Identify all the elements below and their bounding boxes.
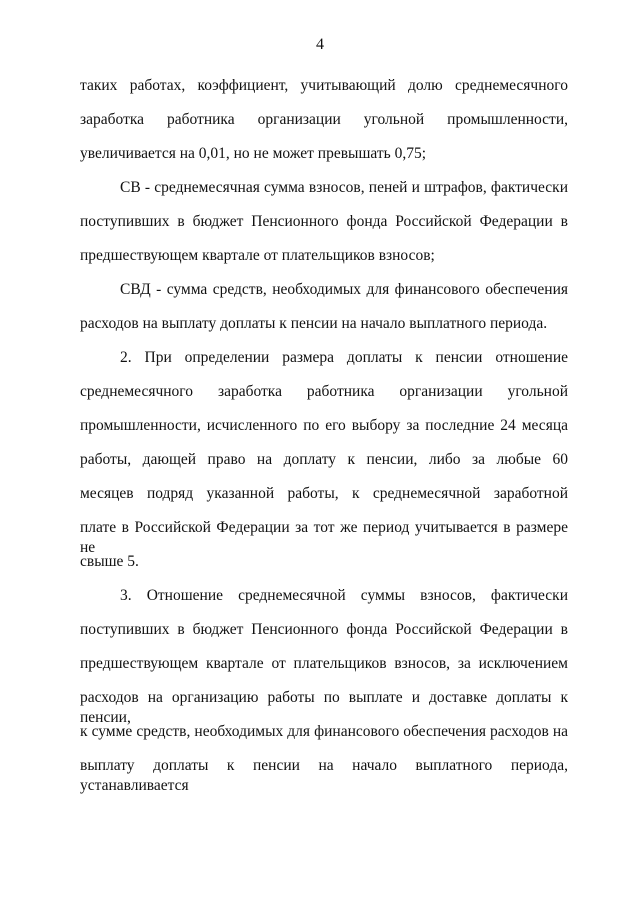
text-line: свыше 5. (80, 553, 139, 570)
paragraph-sv-definition (80, 178, 568, 280)
text-line: месяцев подряд указанной работы, к среднемесячной заработной (80, 485, 568, 502)
document-body (80, 76, 568, 794)
text-line: СВ - среднемесячная сумма взносов, пеней и штрафов, фактически (120, 179, 568, 196)
text-line: поступивших в бюджет Пенсионного фонда Российской Федерации в (80, 213, 568, 230)
text-line: заработка работника организации угольной промышленности, (80, 111, 568, 128)
text-line: увеличивается на 0,01, но не может превышать 0,75; (80, 145, 427, 162)
text-line: предшествующем квартале от плательщиков взносов, за исключением (80, 655, 568, 672)
paragraph-svd-definition (80, 280, 568, 348)
page-number: 4 (316, 36, 324, 53)
text-line: промышленности, исчисленного по его выбору за последние 24 месяца (80, 417, 568, 434)
paragraph-clause-2 (80, 348, 568, 586)
text-line: расходов на организацию работы по выплате и доставке доплаты к пенсии, (80, 689, 568, 726)
text-line: 3. Отношение среднемесячной суммы взносов, фактически (120, 587, 568, 604)
text-line: расходов на выплату доплаты к пенсии на начало выплатного периода. (80, 315, 548, 332)
text-line: выплату доплаты к пенсии на начало выплатного периода, устанавливается (80, 757, 568, 794)
text-line: поступивших в бюджет Пенсионного фонда Российской Федерации в (80, 621, 568, 638)
paragraph-clause-3 (80, 586, 568, 794)
text-line: 2. При определении размера доплаты к пенсии отношение (120, 349, 568, 366)
text-line: плате в Российской Федерации за тот же период учитывается в размере не (80, 519, 568, 556)
text-line: среднемесячного заработка работника организации угольной (80, 383, 568, 400)
text-line: работы, дающей право на доплату к пенсии, либо за любые 60 (80, 451, 568, 468)
text-line: СВД - сумма средств, необходимых для финансового обеспечения (120, 281, 568, 298)
paragraph-continuation (80, 76, 568, 178)
text-line: к сумме средств, необходимых для финансового обеспечения расходов на (80, 723, 568, 740)
text-line: предшествующем квартале от плательщиков взносов; (80, 247, 435, 264)
text-line: таких работах, коэффициент, учитывающий долю среднемесячного (80, 77, 568, 94)
